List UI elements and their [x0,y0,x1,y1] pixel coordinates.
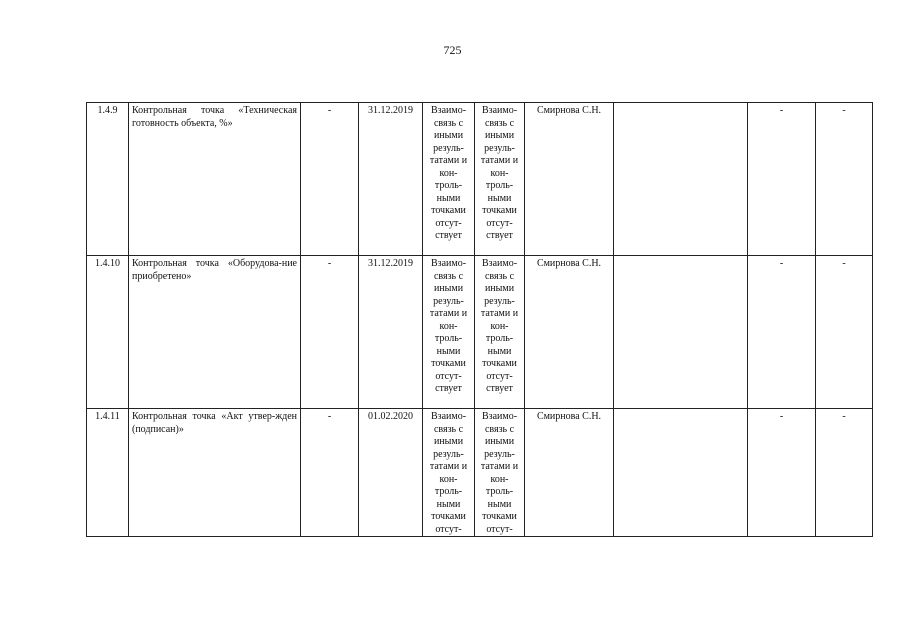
responsible-person: Смирнова С.Н. [525,256,614,409]
relation-text: Взаимо-связь с иными резуль-татами и кон-троль-ными точками отсут-ствует [423,103,475,256]
control-point-name: Контрольная точка «Акт утвер-жден (подписан)» [129,409,301,537]
relation-text: Взаимо-связь с иными резуль-татами и кон-троль-ными точками отсут- [475,409,525,537]
table-row [87,103,873,256]
empty-cell [614,256,748,409]
responsible-person: Смирнова С.Н. [525,103,614,256]
row-number: 1.4.11 [87,409,129,537]
deadline-date: 31.12.2019 [359,256,423,409]
deadline-date: 01.02.2020 [359,409,423,537]
cell-dash: - [748,103,816,256]
deadline-date: 31.12.2019 [359,103,423,256]
cell-dash: - [301,256,359,409]
cell-dash: - [748,256,816,409]
empty-cell [614,103,748,256]
control-point-name: Контрольная точка «Техническая готовность объекта, %» [129,103,301,256]
row-number: 1.4.9 [87,103,129,256]
cell-dash: - [301,409,359,537]
relation-text: Взаимо-связь с иными резуль-татами и кон-троль-ными точками отсут-ствует [475,256,525,409]
relation-text: Взаимо-связь с иными резуль-татами и кон-троль-ными точками отсут-ствует [423,256,475,409]
control-points-table [86,102,873,537]
cell-dash: - [816,409,873,537]
page-number: 725 [443,43,462,57]
table-row [87,409,873,537]
empty-cell [614,409,748,537]
cell-dash: - [748,409,816,537]
responsible-person: Смирнова С.Н. [525,409,614,537]
cell-dash: - [816,256,873,409]
cell-dash: - [816,103,873,256]
relation-text: Взаимо-связь с иными резуль-татами и кон-троль-ными точками отсут-ствует [475,103,525,256]
table-row [87,256,873,409]
relation-text: Взаимо-связь с иными резуль-татами и кон-троль-ными точками отсут- [423,409,475,537]
row-number: 1.4.10 [87,256,129,409]
cell-dash: - [301,103,359,256]
control-point-name: Контрольная точка «Оборудова-ние приобретено» [129,256,301,409]
